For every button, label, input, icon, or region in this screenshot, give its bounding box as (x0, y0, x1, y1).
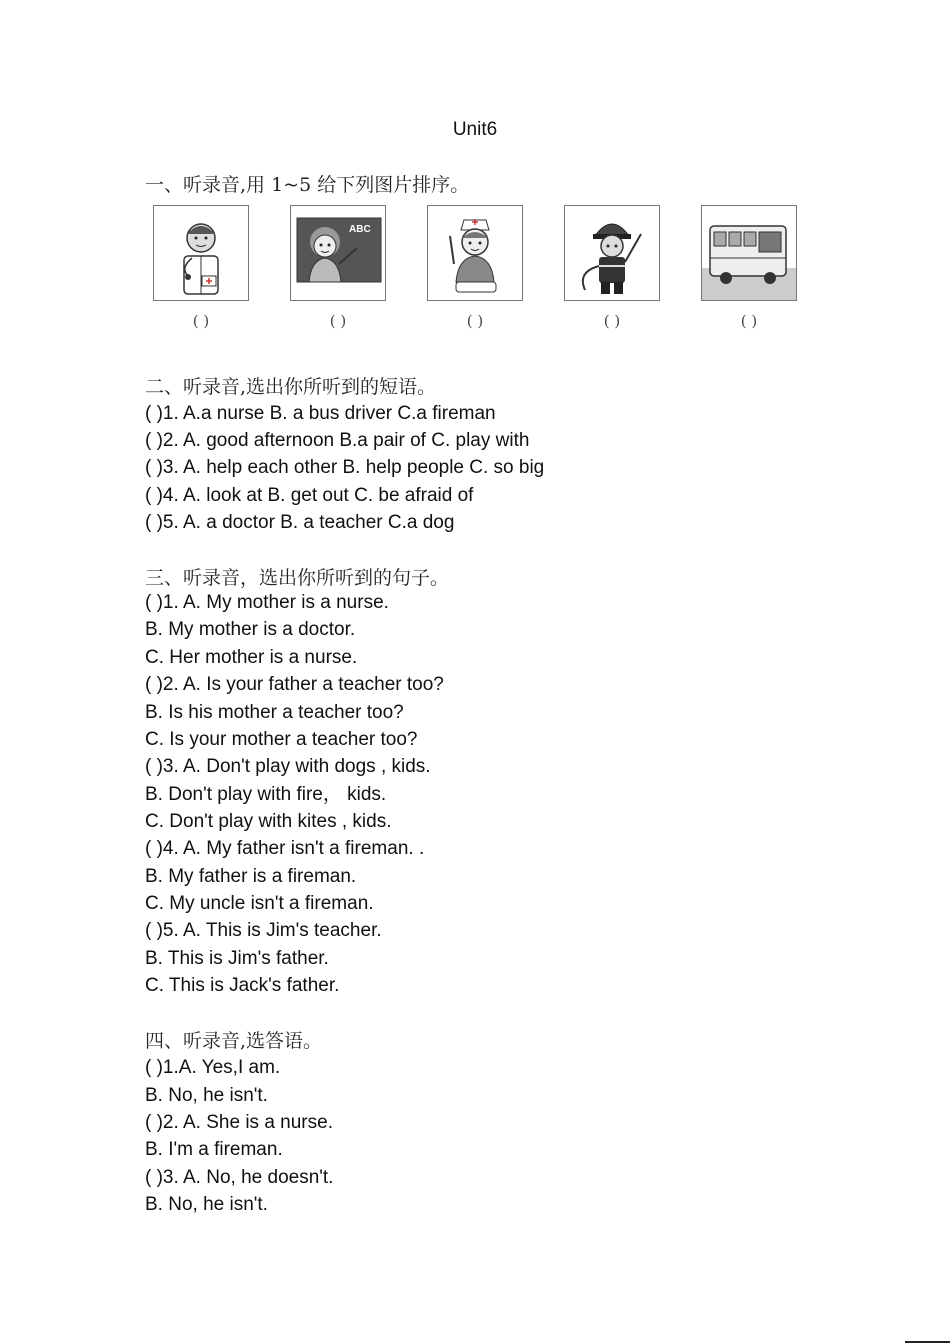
section3-line: ( )3. A. Don't play with dogs , kids. (145, 756, 431, 777)
picture-fireman (564, 205, 660, 301)
section2-question: ( )3. A. help each other B. help people C. so big (145, 457, 545, 478)
section3-line: B. This is Jim's father. (145, 948, 329, 969)
section2-question: ( )4. A. look at B. get out C. be afraid of (145, 485, 474, 506)
page-title: Unit6 (452, 119, 498, 140)
board-text: ABC (349, 224, 371, 235)
section4-line: ( )1.A. Yes,I am. (145, 1057, 281, 1078)
page-corner-rule (905, 1341, 950, 1343)
section3-line: ( )5. A. This is Jim's teacher. (145, 920, 382, 941)
section2-question: ( )1. A.a nurse B. a bus driver C.a fireman (145, 403, 496, 424)
picture-nurse (427, 205, 523, 301)
section3-line: C. My uncle isn't a fireman. (145, 893, 374, 914)
doctor-icon (154, 206, 248, 300)
nurse-icon (428, 206, 522, 300)
section2-question: ( )5. A. a doctor B. a teacher C.a dog (145, 512, 455, 533)
section2-question: ( )2. A. good afternoon B.a pair of C. play with (145, 430, 530, 451)
teacher-icon (291, 206, 385, 300)
section3-line: C. Don't play with kites , kids. (145, 811, 392, 832)
section4-line: ( )2. A. She is a nurse. (145, 1112, 333, 1133)
answer-blank-3[interactable]: ( ) (466, 312, 484, 330)
section3-line: C. Her mother is a nurse. (145, 647, 358, 668)
section3-line: B. My mother is a doctor. (145, 619, 356, 640)
answer-blank-2[interactable]: ( ) (329, 312, 347, 330)
fireman-icon (565, 206, 659, 300)
answer-blank-4[interactable]: ( ) (603, 312, 621, 330)
section3-heading: 三、听录音，选出你所听到的句子。 (145, 567, 450, 589)
section4-line: ( )3. A. No, he doesn't. (145, 1167, 334, 1188)
section4-line: B. No, he isn't. (145, 1085, 268, 1106)
bus-icon (702, 206, 796, 300)
answer-blank-1[interactable]: ( ) (192, 312, 210, 330)
section3-line: ( )4. A. My father isn't a fireman. . (145, 838, 425, 859)
answer-blank-5[interactable]: ( ) (740, 312, 758, 330)
section4-line: B. I'm a fireman. (145, 1139, 283, 1160)
section2-heading: 二、听录音,选出你所听到的短语。 (145, 376, 437, 398)
picture-doctor (153, 205, 249, 301)
section3-line: C. This is Jack's father. (145, 975, 340, 996)
section3-line: ( )1. A. My mother is a nurse. (145, 592, 389, 613)
section4-heading: 四、听录音,选答语。 (145, 1030, 323, 1052)
picture-teacher (290, 205, 386, 301)
section1-heading: 一、听录音,用 1~5 给下列图片排序。 (145, 174, 470, 196)
section4-line: B. No, he isn't. (145, 1194, 268, 1215)
picture-bus (701, 205, 797, 301)
section3-line: B. My father is a fireman. (145, 866, 357, 887)
section3-line: ( )2. A. Is your father a teacher too? (145, 674, 444, 695)
section3-line: B. Don't play with fire， kids. (145, 784, 387, 805)
section3-line: C. Is your mother a teacher too? (145, 729, 418, 750)
section3-line: B. Is his mother a teacher too? (145, 702, 404, 723)
